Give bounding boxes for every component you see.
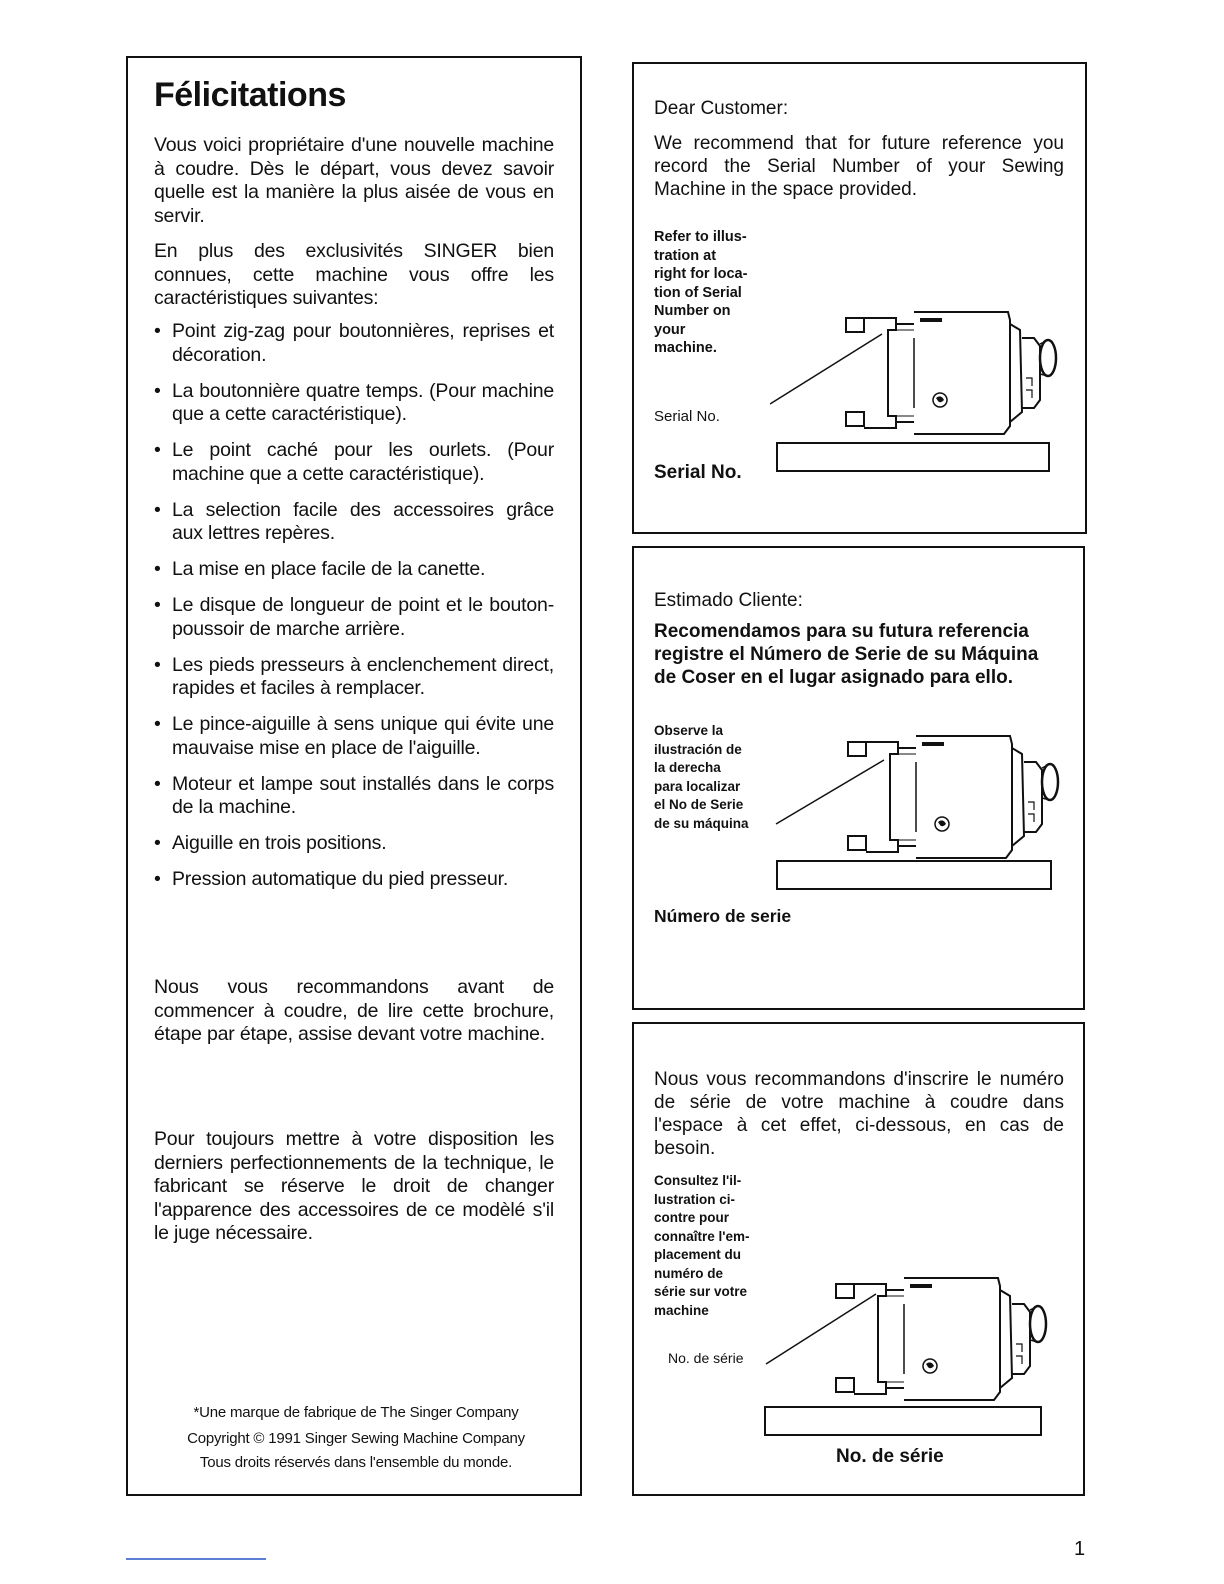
french-greeting: Nous vous recommandons d'inscrire le numéro de série de votre machine à coudre dans l'espace à cet effet, ci-dessous, en cas de besoin.: [654, 1069, 1064, 1159]
rights-note: Tous droits réservés dans l'ensemble du monde.: [199, 1454, 513, 1471]
features-intro: En plus des exclusivités SINGER bien connues, cette machine vous offre les caractéristiques suivantes:: [154, 240, 554, 309]
spanish-serial-panel: [632, 546, 1085, 1010]
felicitations-panel: [126, 56, 582, 1496]
spanish-greeting: Estimado Cliente:: [654, 590, 803, 611]
list-item: • Aiguille en trois positions.: [154, 832, 554, 856]
list-item: • Le disque de longueur de point et le bouton-poussoir de marche arrière.: [154, 594, 554, 641]
french-serial-panel: [632, 1022, 1085, 1496]
copyright-note: Copyright © 1991 Singer Sewing Machine Company: [187, 1430, 525, 1447]
reserve-paragraph: Pour toujours mettre à votre disposition les derniers perfectionnements de la technique, le fabricant se réserve le droit de changer l'apparence des accessoires de ce modèlé s'il le juge nécessaire.: [154, 1128, 554, 1244]
spanish-caption: Observe la ilustración de la derecha para localizar el No de Serie de su máquina: [654, 723, 749, 831]
english-field-label: Serial No.: [654, 462, 742, 483]
french-callout: No. de série: [668, 1350, 744, 1366]
trademark-note: *Une marque de fabrique de The Singer Company: [193, 1404, 519, 1421]
list-item: • Le pince-aiguille à sens unique qui évite une mauvaise mise en place de l'aiguille.: [154, 713, 554, 760]
list-item: • Pression automatique du pied presseur.: [154, 868, 554, 892]
no-de-serie-field[interactable]: [764, 1406, 1042, 1436]
french-field-label: No. de série: [836, 1446, 944, 1467]
spanish-field-label: Número de serie: [654, 906, 792, 926]
english-caption: Refer to illus- tration at right for loca- tion of Serial Number on your machine.: [654, 229, 748, 356]
english-body: We recommend that for future reference you record the Serial Number of your Sewing Machine in the space provided.: [654, 133, 1064, 200]
list-item: • La boutonnière quatre temps. (Pour machine que a cette caractéristique).: [154, 380, 554, 427]
list-item: • La mise en place facile de la canette.: [154, 558, 554, 582]
spanish-body: Recomendamos para su futura referencia registre el Número de Serie de su Máquina de Coser en el lugar asignado para ello.: [654, 621, 1039, 688]
machine-diagram: [772, 728, 1072, 868]
recommend-paragraph: Nous vous recommandons avant de commencer à coudre, de lire cette brochure, étape par étape, assise devant votre machine.: [154, 976, 554, 1045]
features-list: [154, 320, 554, 904]
english-serial-panel: [632, 62, 1087, 534]
english-callout: Serial No.: [654, 408, 720, 425]
list-item: • Point zig-zag pour boutonnières, reprises et décoration.: [154, 320, 554, 367]
machine-diagram: [770, 304, 1070, 444]
intro-paragraph: Vous voici propriétaire d'une nouvelle machine à coudre. Dès le départ, vous devez savoir quelle est la manière la plus aisée de vous en servir.: [154, 134, 554, 227]
list-item: • Les pieds presseurs à enclenchement direct, rapides et faciles à remplacer.: [154, 654, 554, 701]
french-caption: Consultez l'il- lustration ci- contre pour connaître l'em- placement du numéro de série sur votre machine: [654, 1173, 750, 1318]
list-item: • Le point caché pour les ourlets. (Pour machine que a cette caractéristique).: [154, 439, 554, 486]
numero-de-serie-field[interactable]: [776, 860, 1052, 890]
machine-diagram: [764, 1274, 1064, 1404]
serial-number-field[interactable]: [776, 442, 1050, 472]
english-greeting: Dear Customer:: [654, 98, 789, 119]
divider: [126, 1558, 266, 1560]
page-title: Félicitations: [154, 76, 346, 114]
list-item: • Moteur et lampe sout installés dans le corps de la machine.: [154, 773, 554, 820]
page-number: 1: [1074, 1538, 1086, 1560]
list-item: • La selection facile des accessoires grâce aux lettres repères.: [154, 499, 554, 546]
